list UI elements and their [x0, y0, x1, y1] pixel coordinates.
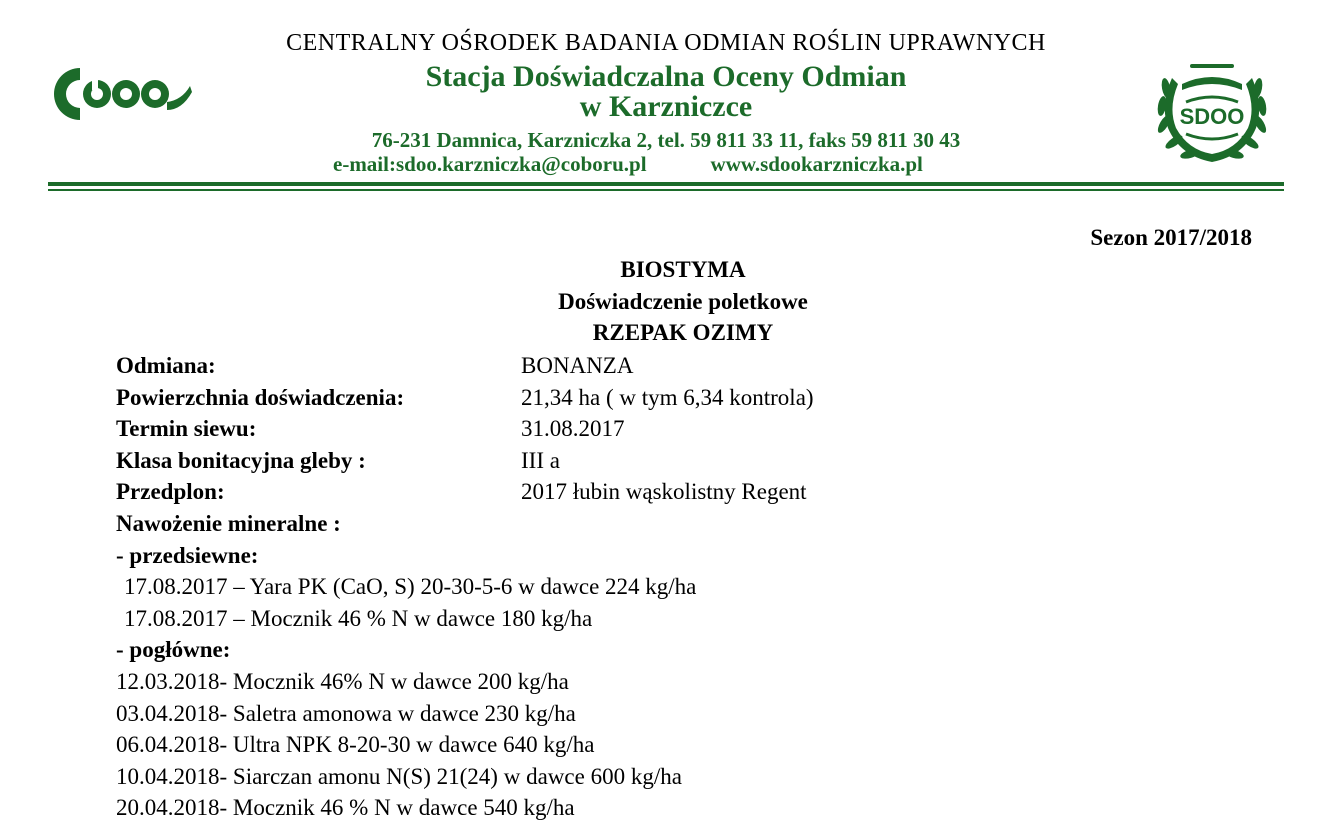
list-item: 17.08.2017 – Yara PK (CaO, S) 20-30-5-6 w dawce 224 kg/ha	[124, 574, 697, 600]
field-label: Powierzchnia doświadczenia:	[116, 384, 405, 410]
field-row	[116, 350, 814, 382]
station-name-line2: w Karzniczce	[579, 90, 753, 123]
website-link[interactable]: www.sdookarzniczka.pl	[710, 152, 923, 176]
list-item: 12.03.2018- Mocznik 46% N w dawce 200 kg/ha	[116, 668, 569, 694]
field-row	[116, 476, 814, 508]
station-name-line1: Stacja Doświadczalna Oceny Odmian	[425, 60, 907, 93]
list-item: 06.04.2018- Ultra NPK 8-20-30 w dawce 640 kg/ha	[116, 732, 595, 758]
field-label: Odmiana:	[116, 353, 216, 378]
header-divider-thick	[48, 182, 1284, 186]
crop-title: RZEPAK OZIMY	[592, 320, 774, 345]
experiment-details	[116, 350, 814, 824]
presowing-heading: - przedsiewne:	[116, 542, 259, 568]
wreath-logo-text: SDOO	[1179, 104, 1245, 129]
email-link[interactable]: e-mail:sdoo.karzniczka@coboru.pl	[333, 152, 647, 176]
field-row	[116, 413, 814, 445]
doc-subtitle: Doświadczenie poletkowe	[558, 289, 808, 314]
list-item: 20.04.2018- Mocznik 46 % N w dawce 540 kg/ha	[116, 795, 575, 821]
field-value: 21,34 ha ( w tym 6,34 kontrola)	[521, 384, 814, 410]
list-item: 03.04.2018- Saletra amonowa w dawce 230 kg/ha	[116, 700, 576, 726]
field-label: Przedplon:	[116, 479, 225, 505]
station-address: 76-231 Damnica, Karzniczka 2, tel. 59 811 33 11, faks 59 811 30 43	[371, 128, 961, 152]
fertilization-heading: Nawożenie mineralne :	[116, 510, 341, 536]
field-value: BONANZA	[521, 353, 634, 378]
field-label: Termin siewu:	[116, 416, 257, 442]
list-item: 17.08.2017 – Mocznik 46 % N w dawce 180 kg/ha	[124, 605, 593, 631]
station-contact	[333, 152, 923, 177]
season-label: Sezon 2017/2018	[1090, 225, 1252, 250]
field-row	[116, 382, 814, 414]
field-value: 2017 łubin wąskolistny Regent	[521, 479, 807, 505]
institution-name: CENTRALNY OŚRODEK BADANIA ODMIAN ROŚLIN UPRAWNYCH	[286, 30, 1046, 56]
doc-title: BIOSTYMA	[620, 257, 746, 282]
field-value: 31.08.2017	[521, 416, 625, 442]
header-divider-thin	[48, 189, 1284, 191]
field-label: Klasa bonitacyjna gleby :	[116, 447, 366, 473]
topdressing-heading: - pogłówne:	[116, 637, 231, 663]
field-value: III a	[521, 447, 560, 473]
list-item: 10.04.2018- Siarczan amonu N(S) 21(24) w dawce 600 kg/ha	[116, 763, 682, 789]
field-row	[116, 445, 814, 477]
